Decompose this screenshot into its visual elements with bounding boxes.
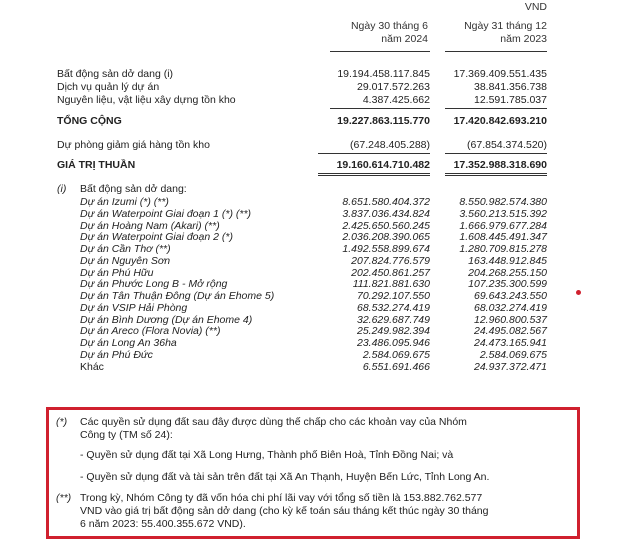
provision-value-2023: (67.854.374.520): [467, 139, 547, 151]
currency-label: VND: [524, 1, 547, 13]
project-value-2023: 163.448.912.845: [468, 255, 547, 267]
project-label: Dự án Tân Thuận Đông (Dự án Ehome 5): [80, 290, 275, 302]
project-value-2024: 202.450.861.257: [351, 267, 430, 279]
note-star-text-2: Công ty (TM số 24):: [80, 429, 173, 441]
project-value-2024: 23.486.095.946: [357, 337, 430, 349]
project-value-2023: 1.608.445.491.347: [459, 231, 547, 243]
project-label: Dự án Bình Dương (Dự án Ehome 4): [80, 314, 253, 326]
note-bullet-2: - Quyền sử dụng đất và tài sản trên đất tại Xã An Thạnh, Huyện Bến Lức, Tỉnh Long An.: [80, 471, 490, 483]
project-value-2023: 12.960.800.537: [474, 314, 547, 326]
note-bullet-1: - Quyền sử dụng đất tại Xã Long Hưng, Thành phố Biên Hoà, Tỉnh Đồng Nai; và: [80, 449, 454, 461]
note-dstar-text-1: Trong kỳ, Nhóm Công ty đã vốn hóa chi phí lãi vay với tổng số tiền là 153.882.762.577: [80, 492, 483, 504]
note-star-text-1: Các quyền sử dụng đất sau đây được dùng thế chấp cho các khoản vay của Nhóm: [80, 416, 467, 428]
row-value-2024: 19.194.458.117.845: [337, 68, 430, 80]
project-value-2024: 32.629.687.749: [357, 314, 430, 326]
row-value-2023: 17.369.409.551.435: [453, 68, 547, 80]
project-value-2024: 25.249.982.394: [357, 325, 430, 337]
project-value-2023: 24.495.082.567: [474, 325, 547, 337]
row-label: Nguyên liệu, vật liệu xây dựng tồn kho: [57, 94, 236, 106]
note-star-marker: (*): [56, 416, 68, 428]
net-line-2: [445, 153, 547, 154]
net-value-2023: 17.352.988.318.690: [453, 159, 547, 171]
net-double-underline-2b: [445, 175, 547, 176]
row-value-2023: 38.841.356.738: [474, 81, 547, 93]
project-value-2023: 2.584.069.675: [479, 349, 547, 361]
provision-value-2024: (67.248.405.288): [350, 139, 430, 151]
note-dstar-marker: (**): [56, 492, 72, 504]
net-double-underline-1b: [318, 175, 430, 176]
project-value-2023: 24.473.165.941: [474, 337, 547, 349]
project-label: Dự án Phú Đức: [80, 349, 153, 361]
total-value-2024: 19.227.863.115.770: [337, 115, 430, 127]
section-marker: (i): [57, 183, 67, 195]
project-value-2023: 68.032.274.419: [474, 302, 547, 314]
project-value-2024: 8.651.580.404.372: [342, 196, 430, 208]
project-label: Dự án Nguyên Sơn: [80, 255, 171, 267]
row-value-2023: 12.591.785.037: [474, 94, 547, 106]
column-header-2-line-1: Ngày 31 tháng 12: [464, 20, 547, 32]
red-mark: [576, 290, 581, 295]
row-label: Dịch vụ quản lý dự án: [57, 81, 160, 93]
net-value-2024: 19.160.614.710.482: [336, 159, 430, 171]
project-value-2023: 1.280.709.815.278: [459, 243, 547, 255]
project-value-2023: 1.666.979.677.284: [459, 220, 547, 232]
project-value-2023: 107.235.300.599: [468, 278, 547, 290]
header-underline-2: [445, 51, 547, 52]
net-line-1: [318, 153, 430, 154]
header-underline-1: [330, 51, 430, 52]
project-value-2023: 204.268.255.150: [468, 267, 547, 279]
project-label: Dự án Waterpoint Giai đoạn 1 (*) (**): [80, 208, 252, 220]
net-label: GIÁ TRỊ THUẦN: [57, 159, 136, 171]
project-label: Khác: [80, 361, 104, 373]
column-header-2-line-2: năm 2023: [500, 33, 547, 45]
project-value-2024: 6.551.691.466: [362, 361, 430, 373]
column-header-1-line-1: Ngày 30 tháng 6: [350, 20, 428, 32]
project-value-2024: 70.292.107.550: [357, 290, 430, 302]
project-label: Dự án Long An 36ha: [80, 337, 177, 349]
total-value-2023: 17.420.842.693.210: [453, 115, 547, 127]
project-value-2024: 3.837.036.434.824: [342, 208, 430, 220]
total-label: TỔNG CỘNG: [57, 115, 122, 127]
net-double-underline-1a: [318, 173, 430, 174]
project-label: Dự án Cần Thơ (**): [80, 243, 171, 255]
subtotal-line-1: [330, 108, 430, 109]
project-label: Dự án Phú Hữu: [80, 267, 154, 279]
project-value-2024: 2.036.208.390.065: [342, 231, 430, 243]
project-value-2024: 68.532.274.419: [357, 302, 430, 314]
project-value-2024: 111.821.881.630: [352, 278, 430, 290]
project-value-2023: 8.550.982.574.380: [459, 196, 547, 208]
row-value-2024: 4.387.425.662: [362, 94, 430, 106]
net-double-underline-2a: [445, 173, 547, 174]
project-value-2023: 24.937.372.471: [474, 361, 547, 373]
provision-label: Dự phòng giảm giá hàng tồn kho: [57, 139, 210, 151]
project-label: Dự án Phước Long B - Mở rộng: [80, 278, 228, 290]
project-label: Dự án Hoàng Nam (Akari) (**): [80, 220, 220, 232]
project-value-2024: 2.584.069.675: [362, 349, 430, 361]
note-dstar-text-2: VND vào giá trị bất động sản dở dang (cho kỳ kế toán sáu tháng kết thúc ngày 30 tháng: [80, 505, 489, 517]
row-value-2024: 29.017.572.263: [357, 81, 430, 93]
subtotal-line-2: [445, 108, 547, 109]
row-label: Bất động sản dở dang (i): [57, 68, 174, 80]
project-label: Dự án VSIP Hải Phòng: [80, 302, 188, 314]
project-label: Dự án Izumi (*) (**): [80, 196, 169, 208]
project-value-2023: 69.643.243.550: [474, 290, 547, 302]
project-label: Dự án Waterpoint Giai đoạn 2 (*): [80, 231, 233, 243]
section-label: Bất động sản dở dang:: [80, 183, 187, 195]
project-label: Dự án Areco (Flora Novia) (**): [80, 325, 221, 337]
project-value-2023: 3.560.213.515.392: [459, 208, 547, 220]
note-dstar-text-3: 6 năm 2023: 55.400.355.672 VND).: [80, 518, 246, 530]
column-header-1-line-2: năm 2024: [381, 33, 428, 45]
project-value-2024: 1.492.558.899.674: [342, 243, 430, 255]
project-value-2024: 207.824.776.579: [351, 255, 430, 267]
project-value-2024: 2.425.650.560.245: [342, 220, 430, 232]
